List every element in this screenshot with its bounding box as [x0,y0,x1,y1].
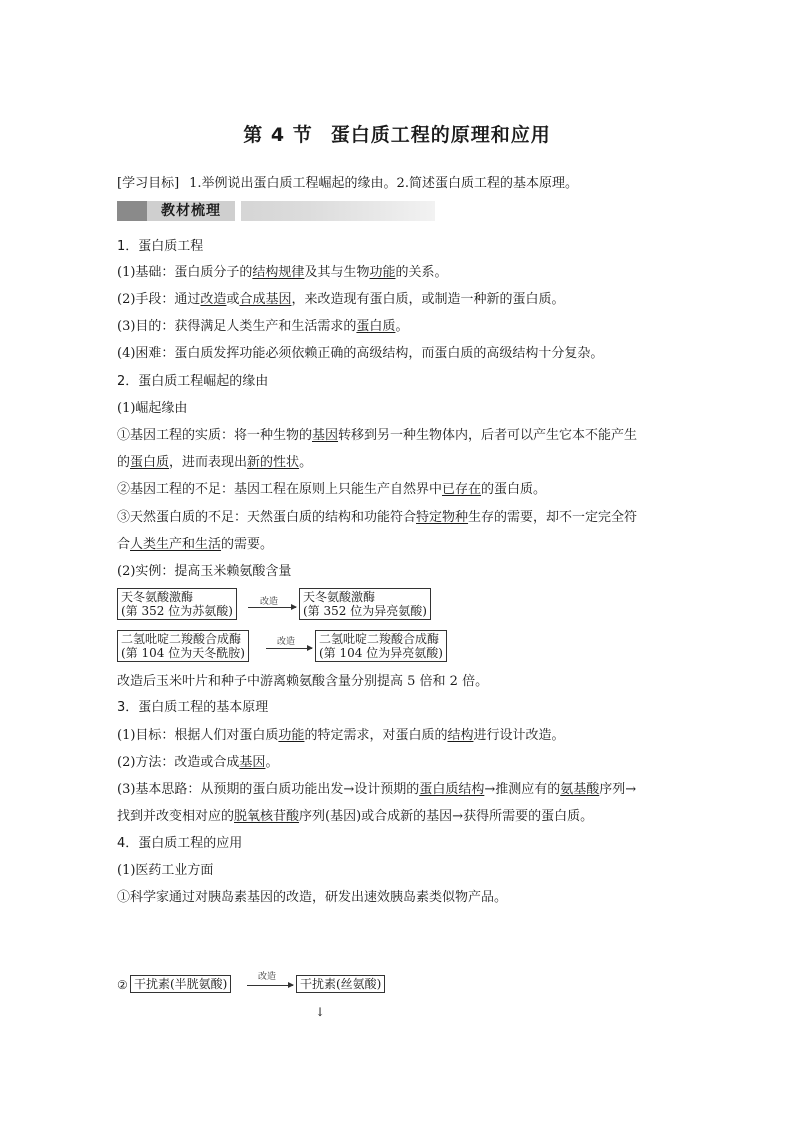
text: 或 [226,292,240,307]
text: 转移到另一种生物体内，后者可以产生它本不能产生 [338,428,638,443]
text: 及其与生物 [304,265,370,280]
blank-answer: 蛋白质 [356,319,396,334]
text: 序列→ [599,782,637,797]
text: (3)目的：获得满足人类生产和生活需求的 [117,319,357,334]
title-text: 蛋白质工程的原理和应用 [330,124,551,146]
blank-answer: 基因 [239,755,266,770]
s4-heading: 4．蛋白质工程的应用 [117,836,243,851]
s2-c-line-2 [117,536,273,554]
text: ②基因工程的不足：基因工程在原则上只能生产自然界中 [117,482,443,497]
goal-text: 1.举例说出蛋白质工程崛起的缘由。2.简述蛋白质工程的基本原理。 [189,176,578,191]
goal-tag: [学习目标] [117,176,180,191]
arrow-label: 改造 [260,597,279,607]
enzyme-box-original-1 [117,588,237,620]
box-line: 天冬氨酸激酶 [303,590,376,604]
section-banner [117,201,435,221]
text: 序列(基因)或合成新的基因→获得所需要的蛋白质。 [299,809,594,824]
s3-line-1 [117,727,564,745]
blank-answer: 特定物种 [416,510,469,525]
text: →推测应有的 [484,782,561,797]
text: 的 [117,455,131,470]
text: 的蛋白质。 [481,482,547,497]
blank-answer: 已存在 [442,482,482,497]
box-line: 二氢吡啶二羧酸合成酶 [319,632,440,646]
blank-answer: 改造 [200,292,227,307]
s4-sub-1: (1)医药工业方面 [117,863,214,878]
box-line: 干扰素(丝氨酸) [300,977,382,991]
text: 。 [299,455,313,470]
text: (3)基本思路：从预期的蛋白质功能出发→设计预期的 [117,782,420,797]
page-title [0,120,794,147]
text: 。 [395,319,409,334]
box-line: 二氢吡啶二羧酸合成酶 [121,632,242,646]
item-marker: ② [117,978,128,992]
blank-answer: 氨基酸 [560,782,600,797]
text: 的需要。 [221,537,274,552]
text: 的关系。 [395,265,448,280]
s2-b-line-1 [117,481,546,499]
text: 生存的需要，却不一定完全符 [468,510,638,525]
text: (1)目标：根据人们对蛋白质 [117,728,279,743]
s3-line-2 [117,754,278,772]
text: 找到并改变相对应的 [117,809,235,824]
s2-heading: 2．蛋白质工程崛起的缘由 [117,374,269,389]
blank-answer: 人类生产和生活 [130,537,222,552]
box-line: (第 352 位为异亮氨酸) [303,604,427,618]
blank-answer: 脱氧核苷酸 [234,809,300,824]
banner-label: 教材梳理 [147,201,235,221]
text: (2)方法：改造或合成 [117,755,240,770]
text: ③天然蛋白质的不足：天然蛋白质的结构和功能符合 [117,510,417,525]
text: ①基因工程的实质：将一种生物的 [117,428,313,443]
interferon-box-cysteine [130,975,231,993]
right-arrow-icon [248,607,296,608]
blank-answer: 基因 [312,428,339,443]
box-line: (第 104 位为天冬酰胺) [121,646,245,660]
blank-answer: 结构规律 [252,265,305,280]
blank-answer: 功能 [278,728,305,743]
text: (2)手段：通过 [117,292,201,307]
box-line: 干扰素(半胱氨酸) [134,977,228,991]
s2-sub-1: (1)崛起缘由 [117,401,188,416]
right-arrow-icon [266,648,312,649]
s1-line-2 [117,291,564,309]
s4-a-line-1: ①科学家通过对胰岛素基因的改造，研发出速效胰岛素类似物产品。 [117,890,508,905]
blank-answer: 功能 [369,265,396,280]
s2-result: 改造后玉米叶片和种子中游离赖氨酸含量分别提高 5 倍和 2 倍。 [117,674,489,689]
s1-line-1 [117,264,447,282]
blank-answer: 蛋白质 [130,455,170,470]
text: 的特定需求，对蛋白质的 [304,728,448,743]
right-arrow-icon [247,985,293,986]
enzyme-box-modified-1 [299,588,431,620]
text: 进行设计改造。 [473,728,565,743]
text: ，来改造现有蛋白质，或制造一种新的蛋白质。 [291,292,565,307]
interferon-box-serine [296,975,385,993]
down-arrow-icon: ↓ [315,1005,326,1019]
s2-a-line-1 [117,427,637,445]
banner-block [117,201,147,221]
text: (1)基础：蛋白质分子的 [117,265,253,280]
s2-a-line-2 [117,454,312,472]
text: 合 [117,537,131,552]
s3-heading: 3．蛋白质工程的基本原理 [117,700,269,715]
s2-c-line-1 [117,509,637,527]
blank-answer: 蛋白质结构 [419,782,485,797]
s1-heading: 1．蛋白质工程 [117,239,204,254]
text: 。 [265,755,279,770]
enzyme-box-original-2 [117,630,249,662]
arrow-label: 改造 [277,637,296,647]
box-line: 天冬氨酸激酶 [121,590,194,604]
s3-line-3 [117,781,636,799]
s2-sub-2: (2)实例：提高玉米赖氨酸含量 [117,564,292,579]
box-line: (第 352 位为苏氨酸) [121,604,233,618]
s1-line-3 [117,318,408,336]
blank-answer: 结构 [447,728,474,743]
s1-line-4: (4)困难：蛋白质发挥功能必须依赖正确的高级结构，而蛋白质的高级结构十分复杂。 [117,346,604,361]
blank-answer: 合成基因 [239,292,292,307]
title-section-number: 第 4 节 [243,124,313,146]
arrow-label: 改造 [258,972,277,982]
text: ，进而表现出 [169,455,248,470]
blank-answer: 新的性状 [247,455,300,470]
enzyme-box-modified-2 [315,630,447,662]
s3-line-4 [117,808,593,826]
box-line: (第 104 位为异亮氨酸) [319,646,443,660]
learning-goals [117,172,578,191]
